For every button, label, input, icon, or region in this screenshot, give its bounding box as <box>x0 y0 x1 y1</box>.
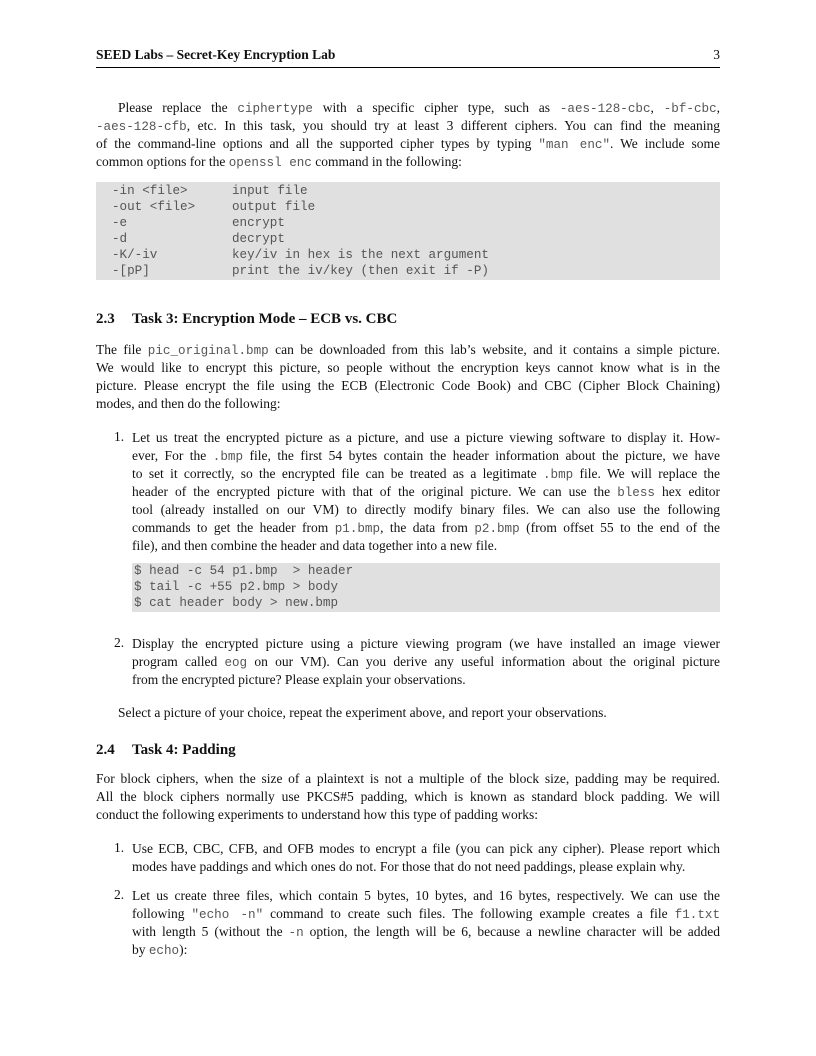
list-item: Let us create three files, which contain 5 bytes, 10 bytes, and 16 bytes, respectively. We can use the following "echo -n" command to create such files. The following example creates a file f1.txt with length 5 (without the -n option, the length will be 6, because a newline character will be added by echo): <box>132 888 721 958</box>
commands-code-block <box>132 563 720 612</box>
intro-line-2: -aes-128-cfb, etc. In this task, you should try at least 3 different ciphers. You can find the meaning <box>96 118 720 134</box>
section-heading-2-3: 2.3 Task 3: Encryption Mode – ECB vs. CBC <box>96 311 398 327</box>
list-number: 1. <box>114 840 125 855</box>
section-2-3-paragraph: The file pic_original.bmp can be downloaded from this lab’s website, and it contains a simple picture. We would like to encrypt this picture, so people without the encryption keys cannot know what is in the picture. Please encrypt the file using the ECB (Electronic Code Book) and CBC (Cipher Block Chaining) modes, and then do the following: <box>96 342 720 411</box>
intro-line-1: Please replace the ciphertype with a specific cipher type, such as -aes-128-cbc, -bf-cbc, <box>118 100 721 116</box>
section-heading-2-4: 2.4 Task 4: Padding <box>96 742 236 758</box>
page-number: 3 <box>713 47 720 62</box>
intro-line-3: of the command-line options and all the supported cipher types by typing "man enc". We include some <box>96 136 721 152</box>
command-line: $ head -c 54 p1.bmp > header <box>134 564 354 578</box>
running-header <box>96 47 720 68</box>
list-number: 2. <box>114 887 125 902</box>
section-2-4-paragraph: For block ciphers, when the size of a plaintext is not a multiple of the block size, padding may be required. All the block ciphers normally use PKCS#5 padding, which is known as standard block padding. We will conduct the following experiments to understand how this type of padding works: <box>96 771 720 822</box>
intro-line-4: common options for the openssl enc command in the following: <box>96 154 462 170</box>
list-item: Use ECB, CBC, CFB, and OFB modes to encrypt a file (you can pick any cipher). Please report which modes have paddings and which ones do not. For those that do not need paddings, please explain why. <box>132 841 720 874</box>
option-row: -in <file> input file <box>112 184 308 198</box>
header-title: SEED Labs – Secret-Key Encryption Lab <box>96 47 336 62</box>
code-filename: pic_original.bmp <box>147 344 269 358</box>
list-item: Let us treat the encrypted picture as a picture, and use a picture viewing software to display it. How- ever, For the .bmp file, the first 54 bytes contain the header information about the picture, we have to set it correctly, so the encrypted file can be treated as a legitimate .bmp file. We will replace the header of the encrypted picture with that of the original picture. We can use the bless hex editor tool (already installed on our VM) to directly modify binary files. We can also use the following commands to get the header from p1.bmp, the data from p2.bmp (from offset 55 to the end of the file), and then combine the header and data together into a new file. <box>132 430 721 553</box>
option-row: -out <file> output file <box>112 200 316 214</box>
option-row: -[pP] print the iv/key (then exit if -P) <box>112 264 489 278</box>
option-row: -d decrypt <box>112 232 285 246</box>
intro-paragraph <box>96 99 720 171</box>
command-line: $ cat header body > new.bmp <box>134 596 339 610</box>
option-row: -K/-iv key/iv in hex is the next argument <box>112 248 489 262</box>
list-number: 2. <box>114 635 125 650</box>
command-line: $ tail -c +55 p2.bmp > body <box>134 580 339 594</box>
list-item: Display the encrypted picture using a picture viewing program (we have installed an image viewer program called eog on our VM). Can you derive any useful information about the original picture from the encrypted picture? Please explain your observations. <box>132 636 720 687</box>
list-number: 1. <box>114 429 125 444</box>
section-2-3-closing: Select a picture of your choice, repeat the experiment above, and report your observations. <box>118 705 607 720</box>
option-row: -e encrypt <box>112 216 285 230</box>
options-code-block <box>96 182 720 280</box>
code-ciphertype: ciphertype <box>237 102 313 116</box>
